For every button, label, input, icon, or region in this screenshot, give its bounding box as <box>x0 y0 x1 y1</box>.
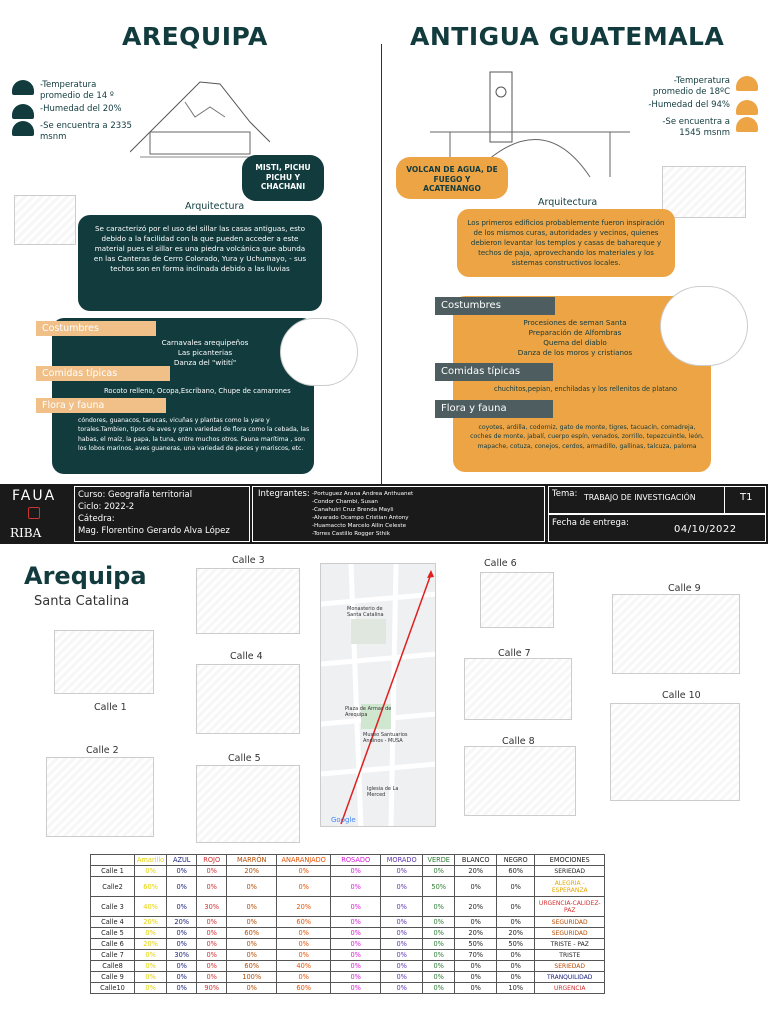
table-cell: 0% <box>227 939 277 950</box>
streets-city: Arequipa <box>24 562 147 590</box>
table-cell: 0% <box>423 972 455 983</box>
street-sketch-right <box>662 166 746 218</box>
calle-8-sketch <box>464 746 576 816</box>
shield-icon <box>28 507 40 519</box>
table-cell: 0% <box>381 972 423 983</box>
table-cell: SEGURIDAD <box>535 928 605 939</box>
integrante: -Alvarado Ocampo Cristian Antony <box>312 515 409 521</box>
left-comidas-tag: Comidas típicas <box>36 366 170 381</box>
integrantes-list <box>312 490 413 538</box>
table-cell: 0% <box>167 897 197 917</box>
table-cell: 20% <box>277 897 331 917</box>
table-cell: 0% <box>197 917 227 928</box>
calle-5-sketch <box>196 765 300 843</box>
table-cell: 0% <box>135 928 167 939</box>
table-cell: Calle 7 <box>91 950 135 961</box>
table-header-cell: AZUL <box>167 855 197 866</box>
left-arq-box: Se caracterizó por el uso del sillar las casas antiguas, esto debido a la facilidad con la que pueden acceder a este material pues el sillar es una piedra volcánica que abunda en las Canteras de Cerro Colorado, Yura y Uchumayo, - sus techos son en forma inclinada debido a las lluvias <box>78 215 322 311</box>
table-cell: Calle2 <box>91 877 135 897</box>
table-row <box>91 961 605 972</box>
table-row <box>91 983 605 994</box>
riba-logo: RIBA <box>10 526 42 540</box>
table-cell: TRISTE <box>535 950 605 961</box>
left-fact-1: -Temperatura promedio de 14 º <box>40 80 114 101</box>
table-cell: 50% <box>423 877 455 897</box>
table-cell: 10% <box>497 983 535 994</box>
table-cell: 0% <box>197 928 227 939</box>
table-header-cell: NEGRO <box>497 855 535 866</box>
table-cell: 0% <box>277 939 331 950</box>
table-cell: 0% <box>381 961 423 972</box>
table-cell: ALEGRIA - ESPERANZA <box>535 877 605 897</box>
table-cell: 0% <box>277 866 331 877</box>
profesor: Mag. Florentino Gerardo Alva López <box>78 526 230 536</box>
table-row <box>91 972 605 983</box>
integrante: -Torres Castillo Rogger Sthik <box>312 531 390 537</box>
right-costumbres-text <box>510 318 640 358</box>
left-costumbres-text <box>140 338 270 368</box>
table-row <box>91 866 605 877</box>
drop-icon <box>736 76 758 91</box>
table-cell: 20% <box>135 917 167 928</box>
table-header-cell: ANARANJADO <box>277 855 331 866</box>
table-cell: Calle 4 <box>91 917 135 928</box>
calle-2-label: Calle 2 <box>86 745 119 756</box>
color-emotion-table <box>90 854 605 994</box>
table-cell: 0% <box>331 950 381 961</box>
table-cell: 0% <box>197 939 227 950</box>
left-facts <box>12 80 137 143</box>
table-cell: 0% <box>135 961 167 972</box>
curso: Curso: Geografía territorial <box>78 490 193 500</box>
table-header-cell: MARRÓN <box>227 855 277 866</box>
table-cell: 60% <box>497 866 535 877</box>
table-header-cell: VERDE <box>423 855 455 866</box>
calle-9-sketch <box>612 594 740 674</box>
table-cell: 0% <box>423 866 455 877</box>
table-row <box>91 928 605 939</box>
table-cell: 0% <box>167 877 197 897</box>
streets-district: Santa Catalina <box>34 594 130 609</box>
integrante: -Canahuiri Cruz Brenda Mayli <box>312 507 394 513</box>
table-cell: 0% <box>455 877 497 897</box>
code: T1 <box>740 492 753 503</box>
table-cell: 0% <box>331 972 381 983</box>
fecha-label: Fecha de entrega: <box>552 518 629 528</box>
table-cell: 0% <box>381 983 423 994</box>
calle-8-label: Calle 8 <box>502 736 535 747</box>
table-cell: 0% <box>423 939 455 950</box>
left-title: AREQUIPA <box>122 22 268 51</box>
table-cell: 40% <box>135 897 167 917</box>
costumbre-4: Danza de los moros y cristianos <box>517 348 633 357</box>
table-cell: 0% <box>277 950 331 961</box>
table-cell: 0% <box>135 972 167 983</box>
left-badge: MISTI, PICHU PICHU Y CHACHANI <box>242 155 324 201</box>
table-cell: 0% <box>227 917 277 928</box>
table-cell: 0% <box>197 961 227 972</box>
right-arq-label: Arquitectura <box>538 197 598 208</box>
table-cell: Calle 9 <box>91 972 135 983</box>
table-cell: 0% <box>423 928 455 939</box>
table-row <box>91 950 605 961</box>
drop-icon <box>12 121 34 136</box>
table-cell: 0% <box>423 917 455 928</box>
table-cell: 0% <box>135 983 167 994</box>
table-cell: Calle 6 <box>91 939 135 950</box>
table-cell: 60% <box>227 928 277 939</box>
table-header-cell: BLANCO <box>455 855 497 866</box>
left-comidas-text: Rocoto relleno, Ocopa,Escribano, Chupe de camarones <box>104 387 291 395</box>
table-cell: 0% <box>331 917 381 928</box>
table-cell: 50% <box>455 939 497 950</box>
costumbre-3: Quema del diablo <box>543 338 607 347</box>
map-label: Iglesia de La Merced <box>367 786 399 798</box>
table-cell: Calle 5 <box>91 928 135 939</box>
table-cell: 20% <box>455 897 497 917</box>
table-cell: 60% <box>277 917 331 928</box>
table-row <box>91 917 605 928</box>
table-cell: 0% <box>197 866 227 877</box>
table-cell: 0% <box>167 939 197 950</box>
integrante: -Portuguez Arana Andrea Anthuanet <box>312 491 414 497</box>
calle-10-sketch <box>610 703 740 801</box>
dancers-sketch <box>280 318 358 386</box>
calle-9-label: Calle 9 <box>668 583 701 594</box>
table-cell: 0% <box>167 983 197 994</box>
table-header-cell <box>91 855 135 866</box>
table-cell: 0% <box>277 877 331 897</box>
table-cell: 60% <box>227 961 277 972</box>
table-cell: 0% <box>135 866 167 877</box>
table-cell: 0% <box>381 928 423 939</box>
table-header-cell: ROSADO <box>331 855 381 866</box>
table-cell: Calle8 <box>91 961 135 972</box>
table-cell: 0% <box>381 950 423 961</box>
table-cell: 50% <box>497 939 535 950</box>
table-cell: 0% <box>455 961 497 972</box>
table-cell: 0% <box>331 983 381 994</box>
right-fact-2: -Humedad del 94% <box>648 100 730 110</box>
table-cell: 0% <box>381 897 423 917</box>
table-cell: URGENCIA-CALIDEZ-PAZ <box>535 897 605 917</box>
table-cell: 0% <box>455 917 497 928</box>
table-cell: URGENCIA <box>535 983 605 994</box>
table-cell: SEGURIDAD <box>535 917 605 928</box>
table-cell: 70% <box>455 950 497 961</box>
table-cell: 0% <box>167 961 197 972</box>
table-cell: 0% <box>277 972 331 983</box>
table-row <box>91 897 605 917</box>
table-header-cell: EMOCIONES <box>535 855 605 866</box>
right-comidas-tag: Comidas típicas <box>435 363 553 381</box>
calle-2-sketch <box>46 757 154 837</box>
table-cell: 20% <box>497 928 535 939</box>
table-cell: 0% <box>227 877 277 897</box>
table-cell: 0% <box>135 950 167 961</box>
table-cell: 20% <box>455 928 497 939</box>
table-cell: 30% <box>167 950 197 961</box>
left-arq-label: Arquitectura <box>185 201 245 212</box>
table-cell: 0% <box>277 928 331 939</box>
table-cell: 0% <box>423 983 455 994</box>
table-cell: 0% <box>331 928 381 939</box>
google-logo: Google <box>331 816 356 824</box>
table-cell: 20% <box>167 917 197 928</box>
table-cell: 0% <box>455 972 497 983</box>
calle-1-sketch <box>54 630 154 694</box>
right-fact-3: -Se encuentra a 1545 msnm <box>662 117 730 138</box>
left-fact-3: -Se encuentra a 2335 msnm <box>40 121 132 142</box>
table-cell: 20% <box>455 866 497 877</box>
table-cell: 0% <box>197 950 227 961</box>
table-cell: 0% <box>423 961 455 972</box>
costumbre-1: Procesiones de seman Santa <box>523 318 627 327</box>
left-flora-text: cóndores, guanacos, tarucas, vicuñas y plantas como la yare y torales.Tambien, tipos de aves y gran variedad de flora como la cebada, las habas, el maíz, la papa, la tuna, entre muchos otros. Fauna marítima , son los lobos marinos, aves guaneras, una variedad de peces y mariscos, etc. <box>78 417 310 453</box>
table-cell: 0% <box>167 972 197 983</box>
table-cell: SERIEDAD <box>535 866 605 877</box>
left-flora-tag: Flora y fauna <box>36 398 166 413</box>
table-header-cell: MORADO <box>381 855 423 866</box>
table-cell: 60% <box>135 877 167 897</box>
calle-1-label: Calle 1 <box>94 702 127 713</box>
drop-icon <box>12 80 34 95</box>
calle-7-label: Calle 7 <box>498 648 531 659</box>
table-cell: 0% <box>331 961 381 972</box>
right-flora-text: coyotes, ardilla, codorniz, gato de monte, tigres, tacuacín, comadreja, coches de monte, jabalí, cuerpo espín, venados, zorrillo, tepezcuintle, león, mapache, cotuza, conejos, cerdos, armadillo, gallinas, talcuza, paloma <box>470 424 704 450</box>
table-cell: Calle 1 <box>91 866 135 877</box>
calle-3-sketch <box>196 568 300 634</box>
table-cell: 0% <box>227 897 277 917</box>
catedra: Cátedra: <box>78 514 115 524</box>
right-fact-1: -Temperatura promedio de 18ºC <box>652 76 730 97</box>
table-cell: 0% <box>497 961 535 972</box>
calle-7-sketch <box>464 658 572 720</box>
tema: TRABAJO DE INVESTIGACIÓN <box>584 493 696 502</box>
table-cell: TRANQUILIDAD <box>535 972 605 983</box>
volcano-sketch <box>130 62 270 162</box>
table-cell: 0% <box>331 939 381 950</box>
map-label: Monasterio de Santa Catalina <box>347 606 384 618</box>
table-cell: 0% <box>197 877 227 897</box>
costumbre-2: Las picanterias <box>177 348 233 357</box>
left-fact-2: -Humedad del 20% <box>40 104 122 114</box>
church-sketch <box>660 286 748 366</box>
table-cell: 20% <box>135 939 167 950</box>
table-cell: 60% <box>277 983 331 994</box>
table-cell: 0% <box>423 950 455 961</box>
right-arq-box: Los primeros edificios probablemente fueron inspiración de los mismos curas, autoridades y vecinos, quienes debieron levantar los templos y casas de bahareque y techos de paja, aprovechando los materiales y los sistemas constructivos locales. <box>457 209 675 277</box>
right-facts <box>640 76 758 139</box>
calle-6-label: Calle 6 <box>484 558 517 569</box>
table-cell: SERIEDAD <box>535 961 605 972</box>
calle-5-label: Calle 5 <box>228 753 261 764</box>
table-cell: 0% <box>381 866 423 877</box>
tema-label: Tema: <box>552 489 578 499</box>
table-cell: 0% <box>497 917 535 928</box>
table-cell: 0% <box>227 950 277 961</box>
right-badge: VOLCAN DE AGUA, DE FUEGO Y ACATENANGO <box>396 157 508 199</box>
table-cell: 40% <box>277 961 331 972</box>
integrante: -Condor Chambi, Susan <box>312 499 378 505</box>
ciclo: Ciclo: 2022-2 <box>78 502 135 512</box>
table-cell: 0% <box>497 950 535 961</box>
table-header-cell: Amarillo <box>135 855 167 866</box>
integrante: -Huamaccto Marcelo Allin Celeste <box>312 523 407 529</box>
table-cell: 0% <box>331 866 381 877</box>
table-cell: 0% <box>331 897 381 917</box>
calle-3-label: Calle 3 <box>232 555 265 566</box>
drop-icon <box>12 104 34 119</box>
map-label: Plaza de Armas de Arequipa <box>345 706 392 718</box>
right-costumbres-tag: Costumbres <box>435 297 555 315</box>
table-cell: 100% <box>227 972 277 983</box>
table-cell: 0% <box>167 928 197 939</box>
table-cell: 0% <box>497 877 535 897</box>
left-costumbres-tag: Costumbres <box>36 321 156 336</box>
table-cell: 30% <box>197 897 227 917</box>
table-cell: 0% <box>497 897 535 917</box>
costumbre-3: Danza del "witití" <box>173 358 237 367</box>
table-row <box>91 939 605 950</box>
table-cell: 0% <box>331 877 381 897</box>
fecha: 04/10/2022 <box>674 524 737 535</box>
table-row <box>91 877 605 897</box>
integrantes-label: Integrantes: <box>258 489 310 499</box>
table-cell: 0% <box>455 983 497 994</box>
arch-sketch-left <box>14 195 76 245</box>
table-cell: Calle 3 <box>91 897 135 917</box>
table-cell: TRISTE - PAZ <box>535 939 605 950</box>
calle-4-sketch <box>196 664 300 734</box>
costumbre-2: Preparación de Alfombras <box>528 328 622 337</box>
faua-logo: FAUA <box>12 488 57 504</box>
drop-icon <box>736 117 758 132</box>
drop-icon <box>736 100 758 115</box>
right-title: ANTIGUA GUATEMALA <box>410 22 725 51</box>
calle-6-sketch <box>480 572 554 628</box>
table-cell: 90% <box>197 983 227 994</box>
table-cell: 0% <box>381 939 423 950</box>
table-header-cell: ROJO <box>197 855 227 866</box>
calle-10-label: Calle 10 <box>662 690 701 701</box>
table-cell: 0% <box>167 866 197 877</box>
map-label: Museo Santuarios Andinos - MUSA <box>363 732 408 744</box>
street-map[interactable] <box>320 563 436 827</box>
right-flora-tag: Flora y fauna <box>435 400 553 418</box>
table-cell: 0% <box>197 972 227 983</box>
table-cell: 0% <box>381 917 423 928</box>
table-cell: Calle10 <box>91 983 135 994</box>
right-comidas-text: chuchitos,pepian, enchiladas y los rellenitos de platano <box>494 385 678 393</box>
table-cell: 20% <box>227 866 277 877</box>
table-cell: 0% <box>381 877 423 897</box>
table-cell: 0% <box>497 972 535 983</box>
vertical-divider <box>381 44 382 484</box>
costumbre-1: Carnavales arequipeños <box>161 338 249 347</box>
calle-4-label: Calle 4 <box>230 651 263 662</box>
table-cell: 0% <box>227 983 277 994</box>
table-cell: 0% <box>423 897 455 917</box>
